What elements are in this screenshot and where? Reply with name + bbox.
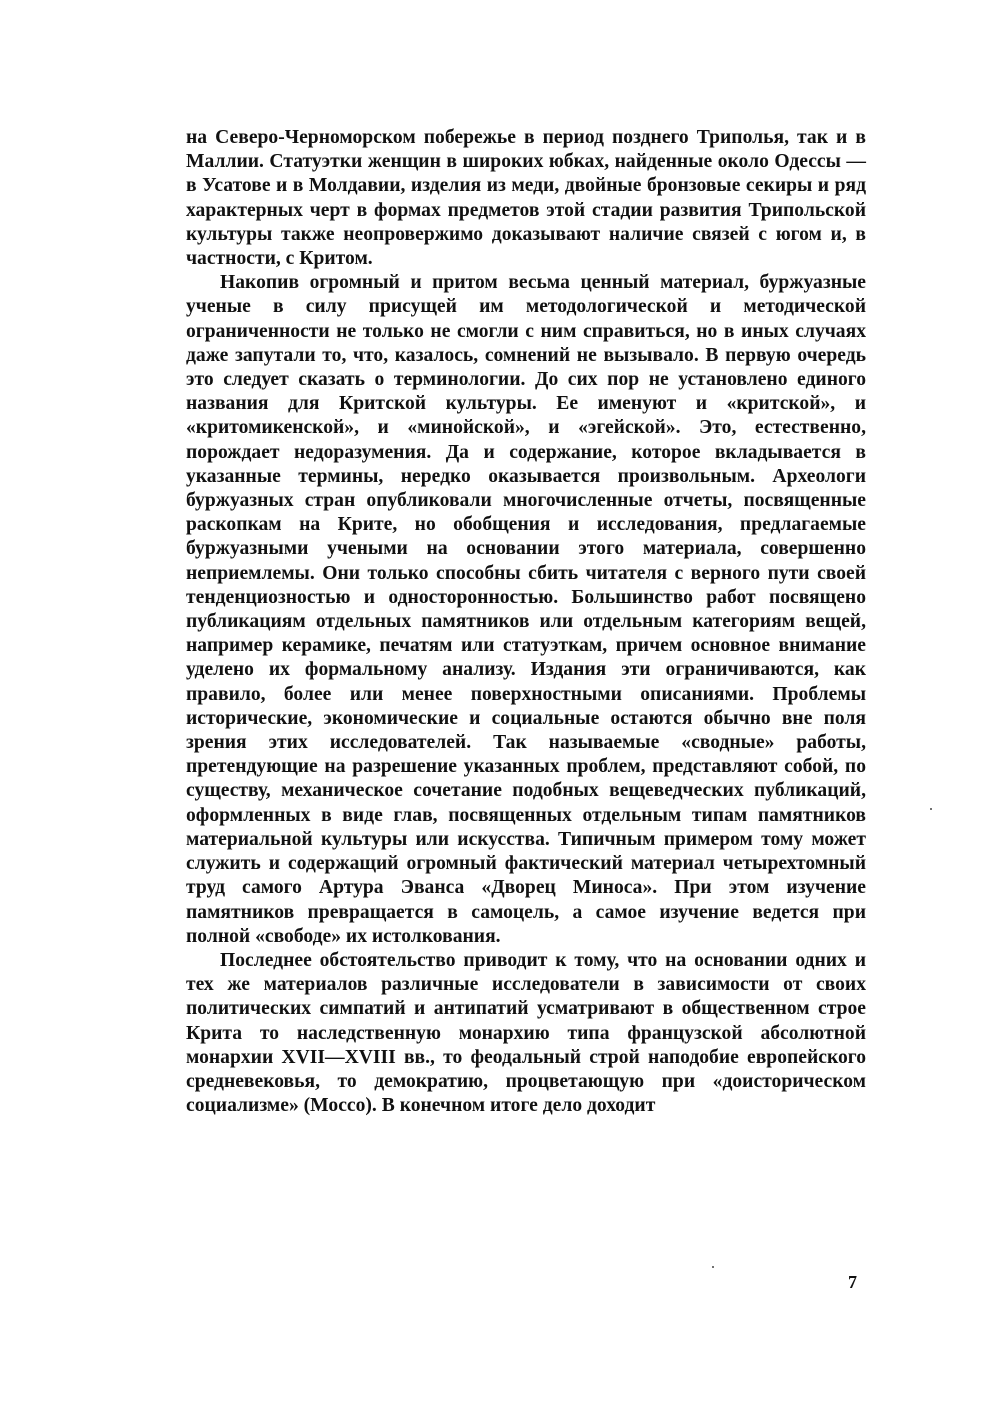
page-body xyxy=(186,126,866,1118)
scan-speck xyxy=(930,808,932,810)
scan-speck xyxy=(712,1266,714,1268)
paragraph-1: на Северо-Черноморском побережье в период позднего Триполья, так и в Маллии. Статуэтки женщин в широких юбках, найденные около Одессы — в Усатове и в Молдавии, изделия из меди, двойные бронзовые секиры и ряд характерных черт в формах предметов этой стадии развития Трипольской культуры также неопровержимо доказывают наличие связей с югом и, в частности, с Критом. xyxy=(186,127,866,270)
page-number: 7 xyxy=(848,1272,857,1292)
paragraph-2: Накопив огромный и притом весьма ценный материал, буржуазные ученые в силу присущей им методологической и методической ограниченности не только не смогли с ним справиться, но в иных случаях даже запутали то, что, казалось, сомнений не вызывало. В первую очередь это следует сказать о терминологии. До сих пор не установлено единого названия для Критской культуры. Ее именуют и «критской», и «критомикенской», и «минойской», и «эгейской». Это, естественно, порождает недоразумения. Да и содержание, которое вкладывается в указанные термины, нередко оказывается произвольным. Археологи буржуазных стран опубликовали многочисленные отчеты, посвященные раскопкам на Крите, но обобщения и исследования, предлагаемые буржуазными учеными на основании этого материала, совершенно неприемлемы. Они только способны сбить читателя с верного пути своей тенденциозностью и односторонностью. Большинство работ посвящено публикациям отдельных памятников или отдельным категориям вещей, например керамике, печатям или статуэткам, причем основное внимание уделено их формальному анализу. Издания эти ограничиваются, как правило, более или менее поверхностными описаниями. Проблемы исторические, экономические и социальные остаются обычно вне поля зрения этих исследователей. Так называемые «сводные» работы, претендующие на разрешение указанных проблем, представляют собой, по существу, механическое сочетание подобных вещеведческих публикаций, оформленных в виде глав, посвященных отдельным типам памятников материальной культуры или искусства. Типичным примером тому может служить и содержащий огромный фактический материал четырехтомный труд самого Артура Эванса «Дворец Миноса». При этом изучение памятников превращается в самоцель, а самое изучение ведется при полной «свободе» их истолкования. xyxy=(186,272,866,947)
paragraph-3: Последнее обстоятельство приводит к тому, что на основании одних и тех же материалов различные исследователи в зависимости от своих политических симпатий и антипатий усматривают в общественном строе Крита то наследственную монархию типа французской абсолютной монархии XVII—XVIII вв., то феодальный строй наподобие европейского средневековья, то демократию, процветающую при «доисторическом социализме» (Моссо). В конечном итоге дело доходит xyxy=(186,949,866,1117)
